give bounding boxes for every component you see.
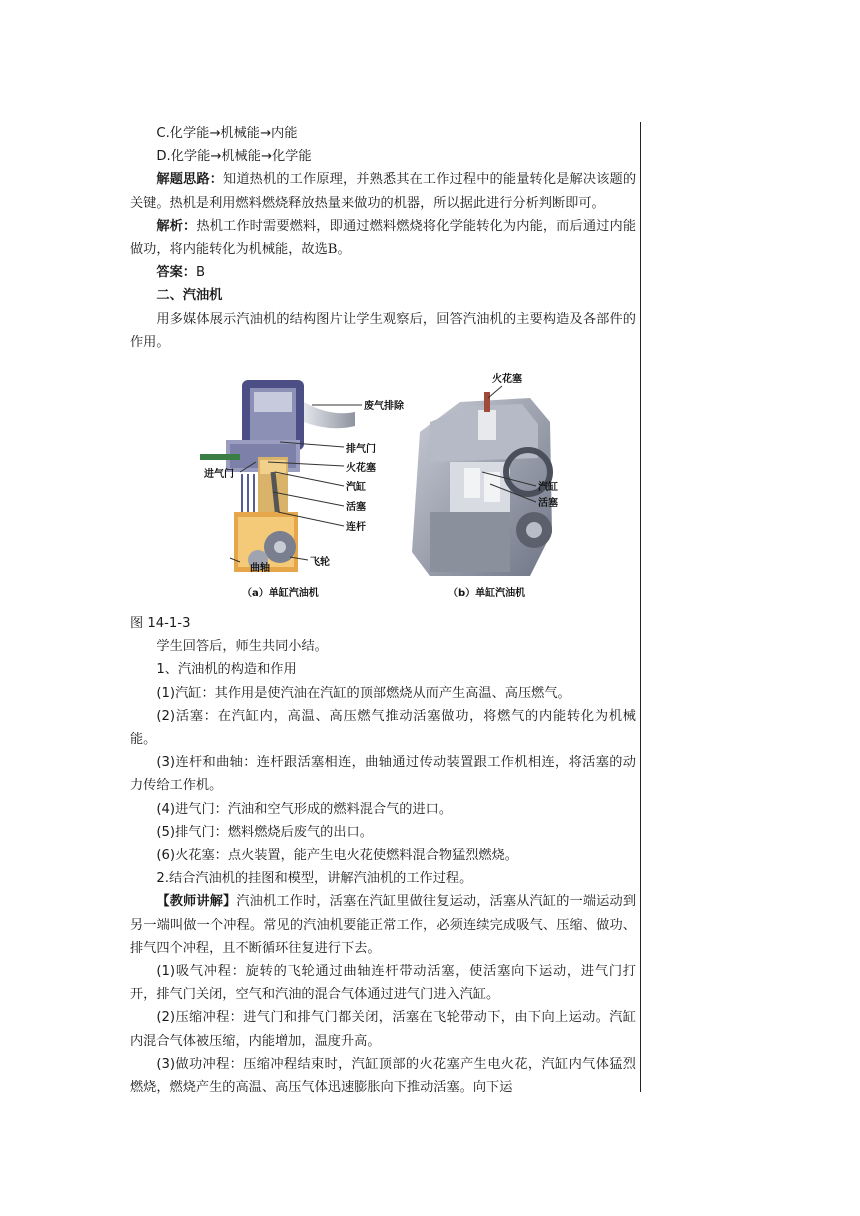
summary-line: 学生回答后，师生共同小结。 [156, 639, 328, 655]
thinking-label: 解题思路： [156, 172, 224, 188]
analysis-label: 解析： [156, 218, 197, 234]
label-cylinder-left: 汽缸 [346, 482, 366, 494]
answer-label: 答案： [156, 265, 196, 281]
label-spark-plug-right: 火花塞 [492, 374, 522, 386]
engine-illustration [130, 362, 636, 612]
item-piston: (2)活塞：在汽缸内，高温、高压燃气推动活塞做功，将燃气的内能转化为机械能。 [130, 708, 636, 748]
label-flywheel: 飞轮 [310, 557, 330, 569]
label-exhaust-valve: 排气门 [346, 444, 376, 456]
engine-figure [130, 362, 636, 612]
stroke-compression: (2)压缩冲程：进气门和排气门都关闭，活塞在飞轮带动下，由下向上运动。汽缸内混合气体被压缩，内能增加，温度升高。 [130, 1010, 636, 1049]
analysis-text: 热机工作时需要燃料，即通过燃料燃烧将化学能转化为内能，而后通过内能做功，将内能转化为机械能，故选B。 [130, 218, 637, 258]
label-piston-right: 活塞 [538, 498, 558, 510]
label-cylinder-right: 汽缸 [538, 482, 558, 494]
solution-thinking [130, 168, 636, 214]
section-intro: 用多媒体展示汽油机的结构图片让学生观察后，回答汽油机的主要构造及各部件的作用。 [130, 311, 636, 350]
subheading-2: 2.结合汽油机的挂图和模型，讲解汽油机的工作过程。 [156, 871, 473, 887]
item-rod-crank: (3)连杆和曲轴：连杆跟活塞相连，曲轴通过传动装置跟工作机相连，将活塞的动力传给工作机。 [130, 755, 636, 794]
teacher-text: 汽油机工作时，活塞在汽缸里做往复运动，活塞从汽缸的一端运动到另一端叫做一个冲程。常见的汽油机要能正常工作，必须连续完成吸气、压缩、做功、排气四个冲程，且不断循环往复进行下去。 [130, 894, 637, 956]
single-cylinder-engine-b [412, 392, 552, 576]
subcaption-b: （b）单缸汽油机 [448, 588, 526, 600]
option-d: D.化学能→机械能→化学能 [156, 149, 312, 165]
section-heading: 二、汽油机 [156, 288, 223, 304]
solution-answer [130, 261, 636, 284]
item-intake-valve: (4)进气门：汽油和空气形成的燃料混合气的进口。 [156, 801, 453, 817]
label-spark-plug-left: 火花塞 [346, 463, 376, 475]
teacher-explanation [130, 890, 636, 960]
solution-analysis [130, 215, 636, 261]
item-exhaust-valve: (5)排气门：燃料燃烧后废气的出口。 [156, 824, 373, 840]
label-intake-valve: 进气门 [204, 469, 234, 481]
option-c: C.化学能→机械能→内能 [156, 126, 298, 141]
subcaption-a: （a）单缸汽油机 [242, 588, 319, 600]
label-rod: 连杆 [346, 522, 366, 534]
teacher-label: 【教师讲解】 [156, 894, 237, 910]
lesson-content [130, 122, 636, 1099]
table-right-border [640, 122, 641, 1092]
thinking-text: 知道热机的工作原理，并熟悉其在工作过程中的能量转化是解决该题的关键。热机是利用燃料燃烧释放热量来做功的机器，所以据此进行分析判断即可。 [130, 172, 637, 211]
subheading-1: 1、汽油机的构造和作用 [156, 662, 297, 678]
label-crankshaft: 曲轴 [250, 563, 270, 575]
answer-text: B [195, 265, 206, 281]
label-exhaust: 废气排除 [364, 401, 404, 413]
figure-caption: 图 14-1-3 [130, 616, 191, 632]
stroke-intake: (1)吸气冲程：旋转的飞轮通过曲轴连杆带动活塞，使活塞向下运动，进气门打开，排气门关闭，空气和汽油的混合气体通过进气门进入汽缸。 [130, 964, 636, 1003]
item-spark-plug: (6)火花塞：点火装置，能产生电火花使燃料混合物猛烈燃烧。 [156, 848, 518, 864]
label-piston-left: 活塞 [346, 502, 366, 514]
item-cylinder: (1)汽缸：其作用是使汽油在汽缸的顶部燃烧从而产生高温、高压燃气。 [156, 685, 571, 701]
stroke-power: (3)做功冲程：压缩冲程结束时，汽缸顶部的火花塞产生电火花，汽缸内气体猛烈燃烧，燃烧产生的高温、高压气体迅速膨胀向下推动活塞。向下运 [130, 1056, 636, 1096]
